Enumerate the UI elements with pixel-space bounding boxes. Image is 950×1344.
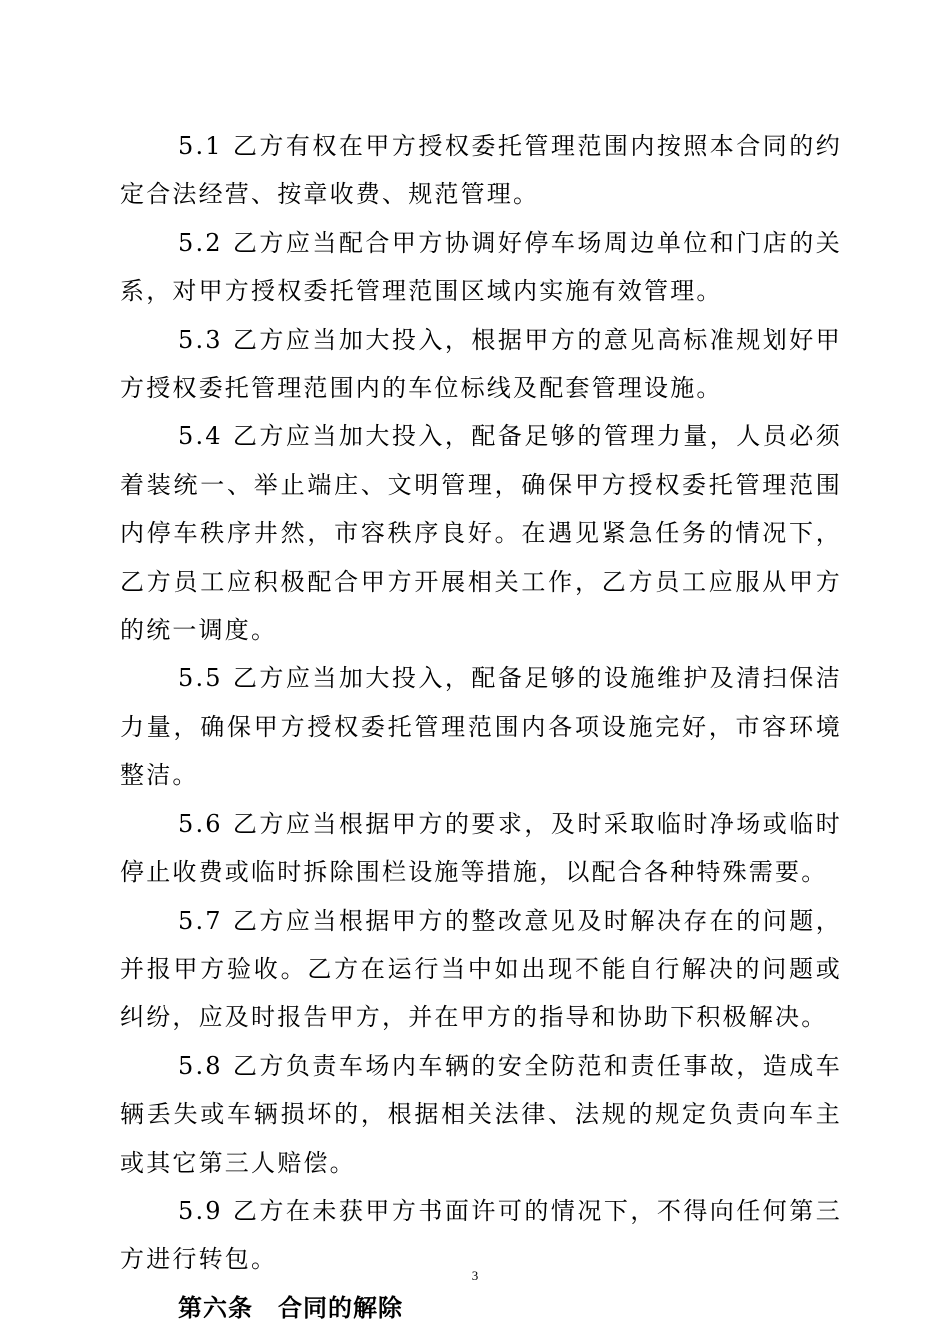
clause-5-7: 5.7 乙方应当根据甲方的整改意见及时解决存在的问题，并报甲方验收。乙方在运行当中如出现不能自行解决的问题或纠纷，应及时报告甲方，并在甲方的指导和协助下积极解决。: [120, 906, 842, 1032]
clause-5-8: 5.8 乙方负责车场内车辆的安全防范和责任事故，造成车辆丢失或车辆损坏的，根据相关法律、法规的规定负责向车主或其它第三人赔偿。: [120, 1051, 842, 1177]
page-number: 3: [471, 1268, 479, 1283]
clause-5-1: 5.1 乙方有权在甲方授权委托管理范围内按照本合同的约定合法经营、按章收费、规范管理。: [120, 132, 842, 209]
document-body: [120, 122, 842, 1332]
clause-5-2: 5.2 乙方应当配合甲方协调好停车场周边单位和门店的关系，对甲方授权委托管理范围区域内实施有效管理。: [120, 228, 842, 306]
section-heading: 第六条 合同的解除: [178, 1293, 403, 1322]
clause-5-3: 5.3 乙方应当加大投入，根据甲方的意见高标准规划好甲方授权委托管理范围内的车位标线及配套管理设施。: [120, 325, 842, 403]
clause-5-5: 5.5 乙方应当加大投入，配备足够的设施维护及清扫保洁力量，确保甲方授权委托管理范围内各项设施完好，市容环境整洁。: [120, 664, 842, 790]
clause-5-9: 5.9 乙方在未获甲方书面许可的情况下，不得向任何第三方进行转包。: [120, 1196, 842, 1274]
clause-5-4: 5.4 乙方应当加大投入，配备足够的管理力量，人员必须着装统一、举止端庄、文明管理，确保甲方授权委托管理范围内停车秩序井然，市容秩序良好。在遇见紧急任务的情况下，乙方员工应积极配合甲方开展相关工作，乙方员工应服从甲方的统一调度。: [120, 422, 842, 645]
clause-5-6: 5.6 乙方应当根据甲方的要求，及时采取临时净场或临时停止收费或临时拆除围栏设施等措施，以配合各种特殊需要。: [120, 809, 842, 887]
